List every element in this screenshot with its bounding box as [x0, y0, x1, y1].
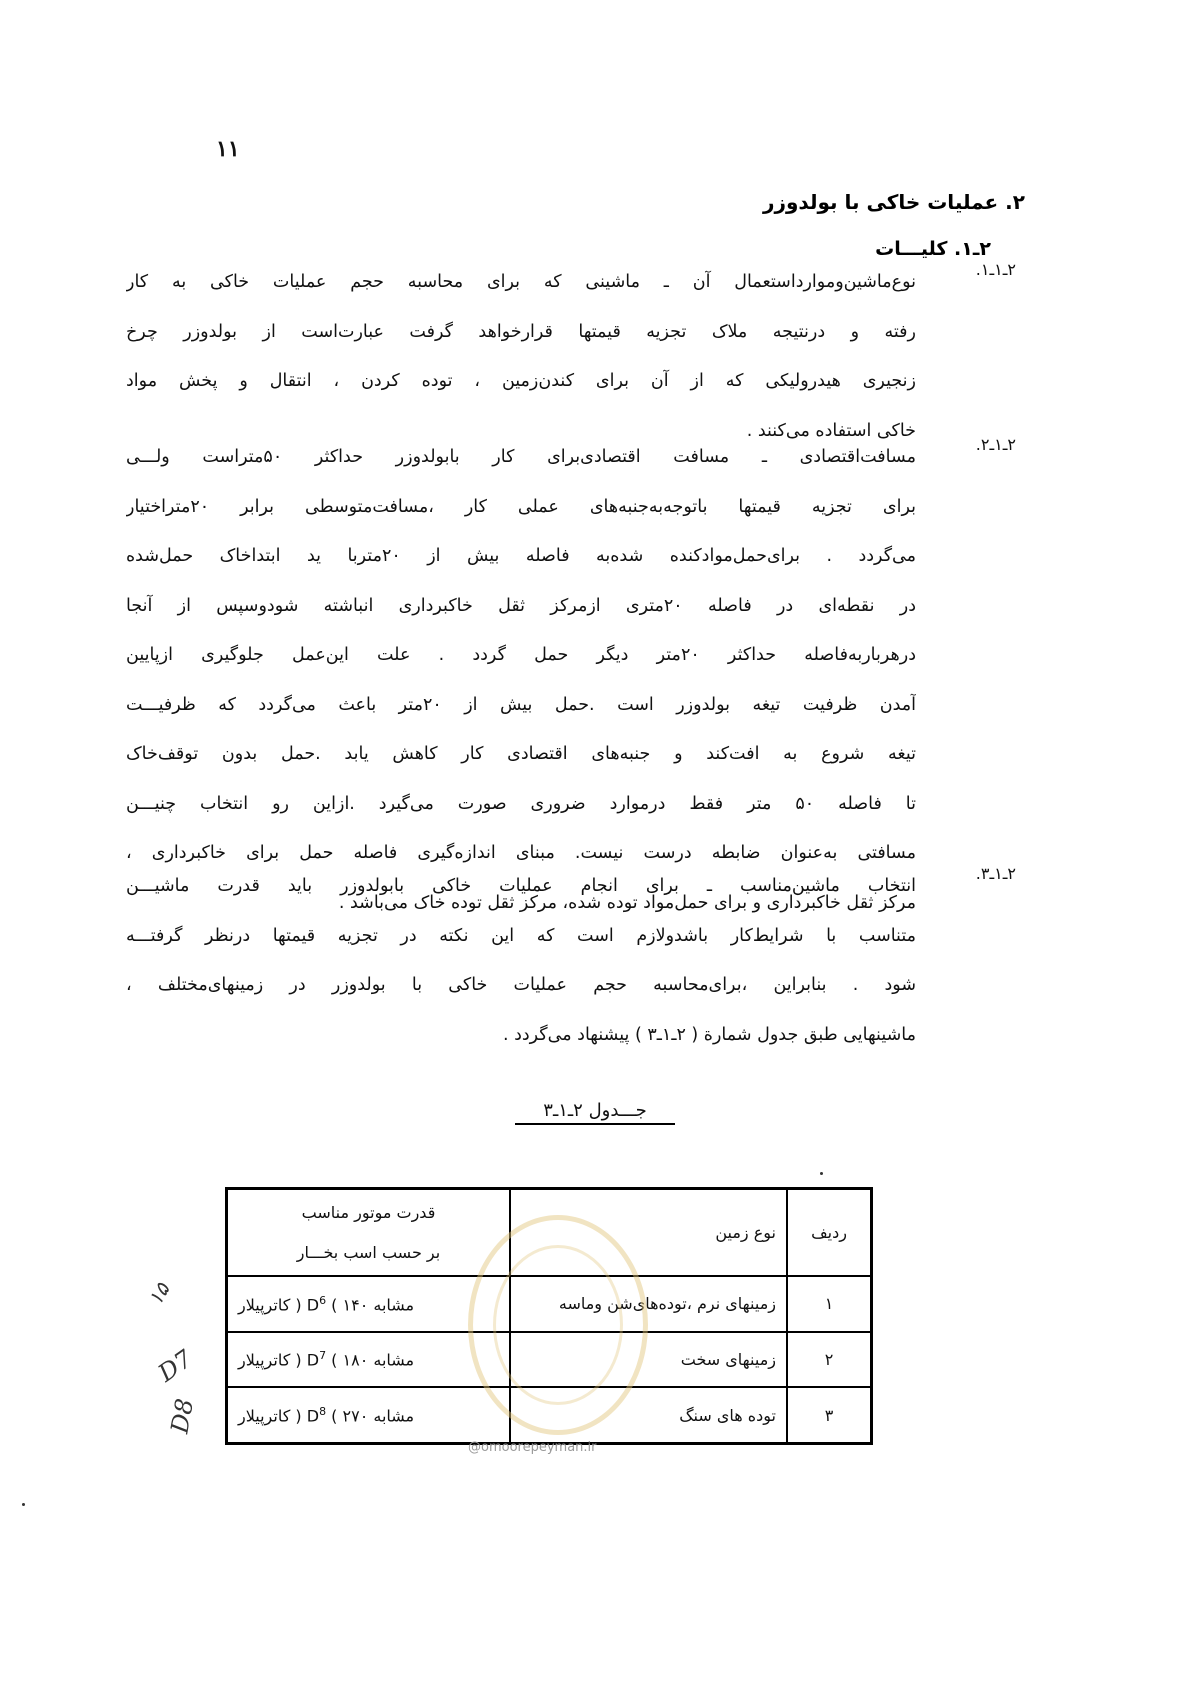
- model-number: 8: [319, 1404, 327, 1418]
- text-line: شود . بنابراین ،برای‌محاسبه حجم عملیات خاکی با بولدوزر در زمینهای‌مختلف ،: [126, 975, 916, 995]
- table-title: جـــدول ۲ـ۱ـ۳: [515, 1100, 675, 1125]
- model-prefix: ( مشابه: [331, 1350, 415, 1370]
- cell-radif: ۳: [787, 1387, 872, 1443]
- clause-number: ۲ـ۱ـ۳.: [975, 864, 1016, 883]
- table-row: [227, 1276, 872, 1332]
- model-number: 6: [319, 1293, 327, 1307]
- text-line: نوع‌ماشین‌وموارداستعمال آن ـ ماشینی که برای محاسبه حجم عملیات خاکی به کار: [126, 272, 916, 292]
- text-line: رفته و درنتیجه ملاک تجزیه قیمتها قرارخواهد گرفت عبارت‌است از بولدوزر چرخ: [126, 321, 916, 342]
- text-line: مسافت‌اقتصادی ـ مسافت اقتصادی‌برای کار بابولدوزر حداکثر ۵۰متراست ولـــی: [126, 447, 916, 467]
- page-number: ۱۱: [216, 136, 240, 162]
- model-suffix: کاترپیلار ): [238, 1406, 302, 1426]
- clause-text: [126, 433, 916, 928]
- text-line: متناسب با شرایط‌کار باشدولازم است که این نکته در تجزیه قیمتها درنظر گرفتـــه: [126, 925, 916, 946]
- header-radif: ردیف: [787, 1189, 872, 1277]
- header-ground-type: نوع زمین: [510, 1189, 787, 1277]
- watermark-text: @omoorepeyman.ir: [468, 1440, 597, 1455]
- cell-ground-type: توده های سنگ: [510, 1387, 787, 1443]
- model-prefix: ( مشابه: [331, 1406, 415, 1426]
- text-line: مرکز ثقل خاکبرداری و برای حمل‌مواد توده شده‌، مرکز ثقل توده خاک می‌باشد .: [338, 892, 916, 913]
- scan-speck: [820, 1172, 823, 1175]
- power-value: [238, 1349, 499, 1369]
- horsepower: ۱۸۰: [342, 1350, 369, 1370]
- scan-speck: [22, 1503, 25, 1506]
- text-line: تیغه شروع به افت‌کند و جنبه‌های اقتصادی کار کاهش یابد .حمل بدون توقف‌خاک: [126, 744, 916, 764]
- cell-engine-power: [227, 1276, 511, 1332]
- text-line: در نقطه‌ای در فاصله ۲۰متری ازمرکز ثقل خاکبرداری انباشته شودوسپس از آنجا: [126, 595, 916, 616]
- model-number: 7: [319, 1349, 327, 1363]
- bulldozer-table: [225, 1187, 873, 1445]
- table-row: [227, 1332, 872, 1388]
- text-line: مسافتی به‌عنوان ضابطه درست نیست. مبنای اندازه‌گیری فاصله حمل برای خاکبرداری ،: [126, 843, 916, 863]
- handwritten-note: ۱۵: [142, 1278, 175, 1310]
- model-prefix: ( مشابه: [331, 1294, 415, 1314]
- text-line: آمدن ظرفیت تیغه بولدوزر است .حمل بیش از ۲۰متر باعث می‌گردد که ظرفیـــت: [126, 694, 916, 715]
- text-line: خاکی استفاده می‌کنند .: [746, 420, 916, 441]
- text-line: زنجیری هیدرولیکی که از آن برای کندن‌زمین ، توده کردن ، انتقال و پخش مواد: [126, 371, 916, 391]
- text-line: می‌گردد . برای‌حمل‌موادکنده شده‌به فاصله بیش از ۲۰متربا ید ابتداخاک حمل‌شده: [126, 546, 916, 566]
- text-line: تا فاصله ۵۰ متر فقط درموارد ضروری صورت می‌گیرد .ازاین رو انتخاب چنیـــن: [126, 793, 916, 814]
- model-letter: D: [306, 1406, 320, 1426]
- model-letter: D: [306, 1294, 320, 1314]
- text-line: درهربار‌به‌فاصله حداکثر ۲۰متر دیگر حمل گردد . علت این‌عمل جلوگیری ازپایین: [126, 645, 916, 665]
- clause-number: ۲ـ۱ـ۲.: [975, 435, 1016, 454]
- table-header-row: [227, 1189, 872, 1277]
- power-value: [238, 1294, 499, 1314]
- subsection-heading: ۲ـ۱. کلیـــات: [875, 238, 991, 260]
- text-line: انتخاب ماشین‌مناسب ـ برای انجام عملیات خاکی بابولدوزر باید قدرت ماشیـــن: [126, 876, 916, 896]
- cell-engine-power: [227, 1332, 511, 1388]
- horsepower: ۱۴۰: [342, 1294, 369, 1314]
- cell-radif: ۱: [787, 1276, 872, 1332]
- clause-text: [126, 258, 916, 456]
- cell-ground-type: زمینهای سخت: [510, 1332, 787, 1388]
- power-value: [238, 1405, 499, 1425]
- text-line: برای تجزیه قیمتها باتوجه‌به‌جنبه‌های عملی کار ،مسافت‌متوسطی برابر ۲۰متراختیار: [126, 496, 916, 517]
- model-letter: D: [306, 1350, 320, 1370]
- handwritten-note: D7: [153, 1344, 198, 1388]
- horsepower: ۲۷۰: [342, 1406, 369, 1426]
- clause-number: ۲ـ۱ـ۱.: [975, 260, 1016, 279]
- cell-ground-type: زمینهای نرم ،توده‌های‌شن وماسه: [510, 1276, 787, 1332]
- cell-radif: ۲: [787, 1332, 872, 1388]
- header-engine-power: [227, 1189, 511, 1277]
- cell-engine-power: [227, 1387, 511, 1443]
- model-suffix: کاترپیلار ): [238, 1350, 302, 1370]
- text-line: ماشینهایی طبق جدول شمارة ( ۲ـ۱ـ۳ ) پیشنهاد می‌گردد .: [502, 1024, 916, 1045]
- section-heading: ۲. عملیات خاکی با بولدوزر: [762, 190, 1025, 214]
- handwritten-note: D8: [165, 1396, 200, 1436]
- table-row: [227, 1387, 872, 1443]
- header-power-line1: قدرت موتور مناسب: [301, 1202, 436, 1222]
- header-power-line2: بر حسب اسب بخـــار: [296, 1242, 441, 1262]
- model-suffix: کاترپیلار ): [238, 1294, 302, 1314]
- clause-text: [126, 862, 916, 1060]
